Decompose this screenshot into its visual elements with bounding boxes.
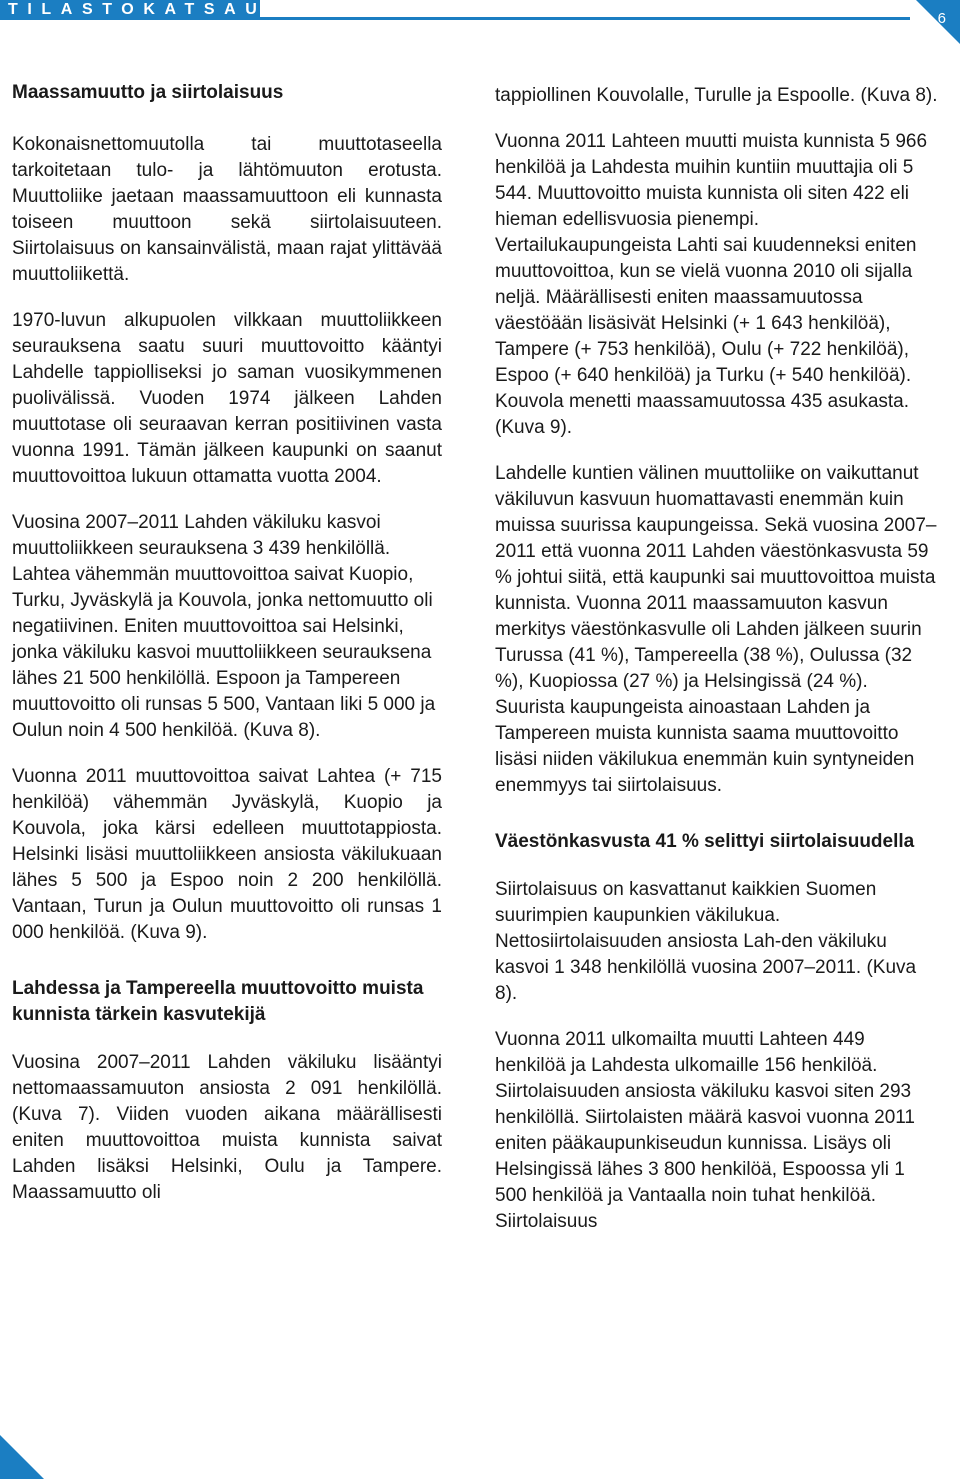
section-heading: Maassamuutto ja siirtolaisuus xyxy=(12,82,284,103)
page-header xyxy=(0,0,960,44)
paragraph: Kokonaisnettomuutolla tai muuttotaseella tarkoitetaan tulo- ja lähtömuuton erotusta. Muuttoliike jaetaan maassamuuttoon eli kunnasta toiseen muuttoon sekä siirtolaisuuteen. Siirtolaisuus on kansainvälistä, maan rajat ylittävää muuttoliikettä. xyxy=(12,134,442,285)
paragraph: Lahdelle kuntien välinen muuttoliike on vaikuttanut väkiluvun kasvuun huomattavasti enemmän kuin muissa suurissa kaupungeissa. Sekä vuosina 2007–2011 että vuonna 2011 Lahden väestönkasvusta 59 % johtui siitä, että kaupunki sai muuttovoittoa muista kunnista. Vuonna 2011 maassamuuton kasvun merkitys väestönkasvulle oli Lahden jälkeen suurin Turussa (41 %), Tampereella (38 %), Oulussa (32 %), Kuopiossa (27 %) ja Helsingissä (24 %). Suurista kaupungeista ainoastaan Lahden ja Tampereen muista kunnista saama muuttovoitto lisäsi niiden väkilukua enemmän kuin syntyneiden enemmyys tai siirtolaisuus. xyxy=(495,463,937,796)
section-heading: Väestönkasvusta 41 % selittyi siirtolaisuudella xyxy=(495,831,915,852)
paragraph: 1970-luvun alkupuolen vilkkaan muuttoliikkeen seurauksena saatu suuri muuttovoitto kääntyi Lahdelle tappiolliseksi jo saman vuosikymmenen puolivälissä. Vuoden 1974 jälkeen Lahden muuttotase oli seuraavan kerran positiivinen vasta vuonna 1991. Tämän jälkeen kaupunki on saanut muuttovoittoa lukuun ottamatta vuotta 2004. xyxy=(12,310,442,487)
paragraph: Vuonna 2011 Lahteen muutti muista kunnista 5 966 henkilöä ja Lahdesta muihin kuntiin muuttajia oli 5 544. Muuttovoitto muista kunnista oli siten 422 eli hieman edellisvuosia pienempi. Vertailukaupungeista Lahti sai kuudenneksi eniten muuttovoittoa, kun se vielä vuonna 2010 oli sijalla neljä. Määrällisesti eniten maassamuutossa väestöään lisäsivät Helsinki (+ 1 643 henkilöä), Tampere (+ 753 henkilöä), Oulu (+ 722 henkilöä), Espoo (+ 640 henkilöä) ja Turku (+ 540 henkilöä). Kouvola menetti maassamuutossa 435 asukasta. (Kuva 9). xyxy=(495,131,928,438)
paragraph: Siirtolaisuus on kasvattanut kaikkien Suomen suurimpien kaupunkien väkilukua. Nettosiirtolaisuuden ansiosta Lah-den väkiluku kasvoi 1 348 henkilöllä vuosina 2007–2011. (Kuva 8). xyxy=(495,879,917,1004)
page-number: 6 xyxy=(937,10,946,27)
paragraph: Vuosina 2007–2011 Lahden väkiluku kasvoi muuttoliikkeen seurauksena 3 439 henkilöllä. Lahtea vähemmän muuttovoittoa saivat Kuopio, Turku, Jyväskylä ja Kouvola, jonka nettomuutto oli negatiivinen. Eniten muuttovoittoa sai Helsinki, jonka väkiluku kasvoi muuttoliikkeen seurauksena lähes 21 500 henkilöllä. Espoon ja Tampereen muuttovoitto oli runsas 5 500, Vantaan liki 5 000 ja Oulun noin 4 500 henkilöä. (Kuva 8). xyxy=(12,512,436,741)
left-column xyxy=(12,80,442,1226)
paragraph: Vuonna 2011 muuttovoittoa saivat Lahtea (+ 715 henkilöä) vähemmän Jyväskylä, Kuopio ja Kouvola, joka kärsi edelleen muuttotappiosta. Helsinki lisäsi muuttoliikkeen ansiosta väkilukuaan lähes 5 500 ja Espoo noin 2 200 henkilöllä. Vantaan, Turun ja Oulun muuttovoitto oli runsas 1 000 henkilöä. (Kuva 9). xyxy=(12,766,442,943)
paragraph: Vuosina 2007–2011 Lahden väkiluku lisääntyi nettomaassamuuton ansiosta 2 091 henkilöllä. (Kuva 7). Viiden vuoden aikana määrällisesti eniten muuttovoittoa muista kunnista saivat Lahden lisäksi Helsinki, Oulu ja Tampere. Maassamuutto oli xyxy=(12,1052,442,1203)
page-corner-mark xyxy=(0,1435,44,1479)
paragraph: Vuonna 2011 ulkomailta muutti Lahteen 449 henkilöä ja Lahdesta ulkomaille 156 henkilöä. Siirtolaisuuden ansiosta väkiluku kasvoi siten 293 henkilöllä. Siirtolaisten määrä kasvoi vuonna 2011 eniten pääkaupunkiseudun kunnissa. Lisäys oli Helsingissä lähes 3 800 henkilöä, Espoossa yli 1 500 henkilöä ja Vantaalla noin tuhat henkilöä. Siirtolaisuus xyxy=(495,1029,916,1232)
publication-title: TILASTOKATSAUS xyxy=(0,0,260,19)
right-column xyxy=(495,83,940,1255)
paragraph: tappiollinen Kouvolalle, Turulle ja Espoolle. (Kuva 8). xyxy=(495,85,938,106)
section-heading: Lahdessa ja Tampereella muuttovoitto muista kunnista tärkein kasvutekijä xyxy=(12,978,424,1025)
